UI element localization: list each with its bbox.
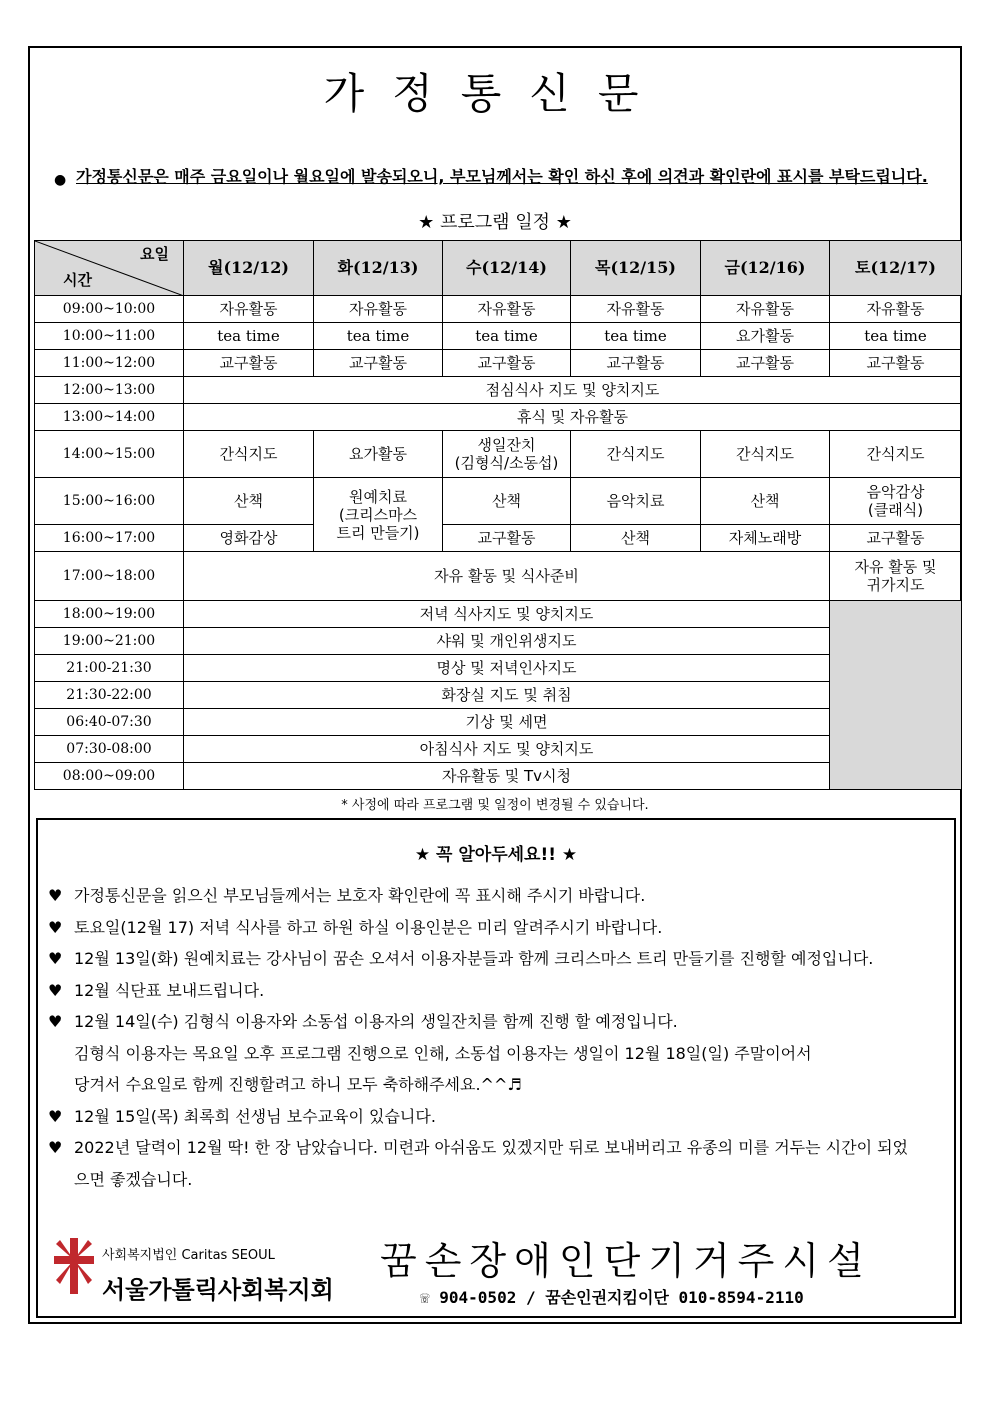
corner-cell: [35, 241, 184, 296]
list-item-continuation: [48, 1038, 918, 1070]
activity-cell: 자유활동: [701, 296, 830, 323]
span-activity-cell: 휴식 및 자유활동: [184, 404, 962, 431]
table-header-row: [35, 241, 962, 296]
heart-icon: ♥: [48, 1106, 63, 1126]
time-cell: 14:00~15:00: [35, 431, 184, 478]
heart-icon: ♥: [48, 917, 63, 937]
time-cell: 06:40-07:30: [35, 709, 184, 736]
logo-name: 서울가톨릭사회복지회: [102, 1276, 334, 1304]
time-cell: 21:30-22:00: [35, 682, 184, 709]
table-row: [35, 552, 962, 601]
activity-cell: 자유활동: [184, 296, 314, 323]
activity-cell: 간식지도: [830, 431, 962, 478]
table-row: [35, 296, 962, 323]
note-text: 2022년 달력이 12월 딱! 한 장 남았습니다. 미련과 아쉬움도 있겠지만 뒤로 보내버리고 유종의 미를 거두는 시간이 되었으면 좋겠습니다.: [74, 1138, 909, 1189]
table-row: [35, 377, 962, 404]
activity-cell: 자유활동: [443, 296, 571, 323]
list-item: [48, 1006, 918, 1038]
time-cell: 07:30-08:00: [35, 736, 184, 763]
activity-cell: 산책: [184, 478, 314, 525]
table-row: [35, 763, 962, 790]
activity-cell: 교구활동: [443, 525, 571, 552]
activity-cell: 산책: [701, 478, 830, 525]
time-cell: 09:00~10:00: [35, 296, 184, 323]
activity-cell: 교구활동: [571, 350, 701, 377]
activity-cell: tea time: [830, 323, 962, 350]
contact-info: ☏ 904-0502 / 꿈손인권지킴이단 010-8594-2110: [420, 1288, 804, 1307]
time-cell: 16:00~17:00: [35, 525, 184, 552]
activity-cell: 음악감상 (클래식): [830, 478, 962, 525]
activity-cell: 간식지도: [571, 431, 701, 478]
activity-cell: 요가활동: [314, 431, 443, 478]
activity-cell: 생일잔치 (김형식/소동섭): [443, 431, 571, 478]
day-header: 토(12/17): [830, 241, 962, 296]
list-item: [48, 943, 918, 975]
logo-subtitle: 사회복지법인 Caritas SEOUL: [102, 1248, 275, 1263]
table-row: [35, 404, 962, 431]
saturday-blank-cell: [830, 601, 962, 790]
span-activity-cell: 저녁 식사지도 및 양치지도: [184, 601, 830, 628]
table-row: [35, 323, 962, 350]
heart-icon: ♥: [48, 949, 63, 968]
table-row: [35, 709, 962, 736]
span-activity-cell: 자유활동 및 Tv시청: [184, 763, 830, 790]
caritas-logo: [52, 1234, 332, 1308]
span-activity-cell: 점심식사 지도 및 양치지도: [184, 377, 962, 404]
table-row: [35, 655, 962, 682]
notes-list: [48, 880, 918, 1195]
note-text: 토요일(12월 17) 저녁 식사를 하고 하원 하실 이용인분은 미리 알려주시기 바랍니다.: [74, 917, 663, 937]
heart-icon: ♥: [48, 1012, 63, 1031]
notice: [54, 166, 934, 188]
activity-cell: tea time: [184, 323, 314, 350]
activity-cell: 교구활동: [314, 350, 443, 377]
time-cell: 17:00~18:00: [35, 552, 184, 601]
note-continuation-text: 김형식 이용자는 목요일 오후 프로그램 진행으로 인해, 소동섭 이용자는 생일이 12월 18일(일) 주말이어서: [74, 1043, 812, 1063]
time-cell: 21:00-21:30: [35, 655, 184, 682]
activity-cell: 자체노래방: [701, 525, 830, 552]
table-row: [35, 682, 962, 709]
bullet-icon: ●: [54, 172, 67, 188]
time-cell: 19:00~21:00: [35, 628, 184, 655]
day-header: 목(12/15): [571, 241, 701, 296]
saturday-activity-cell: 자유 활동 및 귀가지도: [830, 552, 962, 601]
activity-cell: tea time: [443, 323, 571, 350]
activity-cell: tea time: [314, 323, 443, 350]
activity-cell: 요가활동: [701, 323, 830, 350]
day-header: 금(12/16): [701, 241, 830, 296]
span-activity-cell: 명상 및 저녁인사지도: [184, 655, 830, 682]
table-row: [35, 601, 962, 628]
corner-time-label: 시간: [63, 271, 92, 289]
activity-cell: tea time: [571, 323, 701, 350]
table-row: [35, 628, 962, 655]
activity-cell: 교구활동: [443, 350, 571, 377]
notice-text: 가정통신문은 매주 금요일이나 월요일에 발송되오니, 부모님께서는 확인 하신 후에 의견과 확인란에 표시를 부탁드립니다.: [76, 167, 928, 186]
time-cell: 15:00~16:00: [35, 478, 184, 525]
table-row: [35, 736, 962, 763]
activity-cell: 영화감상: [184, 525, 314, 552]
table-row: [35, 478, 962, 525]
activity-cell: 교구활동: [701, 350, 830, 377]
span-activity-cell: 샤워 및 개인위생지도: [184, 628, 830, 655]
activity-cell: 간식지도: [701, 431, 830, 478]
activity-cell: 산책: [571, 525, 701, 552]
activity-cell: 산책: [443, 478, 571, 525]
activity-cell: 교구활동: [830, 350, 962, 377]
note-continuation-text: 당겨서 수요일로 함께 진행할려고 하니 모두 축하해주세요.^^♬: [74, 1075, 522, 1094]
table-row: [35, 350, 962, 377]
time-cell: 18:00~19:00: [35, 601, 184, 628]
activity-cell: 원예치료 (크리스마스 트리 만들기): [314, 478, 443, 552]
note-text: 12월 14일(수) 김형식 이용자와 소동섭 이용자의 생일잔치를 함께 진행 할 예정입니다.: [74, 1012, 678, 1031]
span-activity-cell: 기상 및 세면: [184, 709, 830, 736]
time-cell: 11:00~12:00: [35, 350, 184, 377]
activity-cell: 교구활동: [184, 350, 314, 377]
table-row: [35, 431, 962, 478]
heart-icon: ♥: [48, 980, 63, 1000]
note-text: 12월 15일(목) 최록희 선생님 보수교육이 있습니다.: [74, 1106, 436, 1126]
list-item: [48, 1101, 918, 1133]
facility-name: 꿈손장애인단기거주시설: [380, 1239, 872, 1283]
activity-cell: 음악치료: [571, 478, 701, 525]
activity-cell: 자유활동: [830, 296, 962, 323]
table-row: [35, 525, 962, 552]
activity-cell: 자유활동: [571, 296, 701, 323]
note-text: 가정통신문을 읽으신 부모님들께서는 보호자 확인란에 꼭 표시해 주시기 바랍니다.: [74, 886, 646, 905]
time-cell: 12:00~13:00: [35, 377, 184, 404]
page-title: 가정통신문: [323, 69, 667, 118]
list-item: [48, 880, 918, 912]
activity-cell: 교구활동: [830, 525, 962, 552]
list-item: [48, 912, 918, 944]
list-item: [48, 1132, 918, 1195]
day-header: 월(12/12): [184, 241, 314, 296]
schedule-title: ★ 프로그램 일정 ★: [418, 212, 572, 233]
schedule-footnote: * 사정에 따라 프로그램 및 일정이 변경될 수 있습니다.: [341, 798, 649, 813]
activity-cell: 간식지도: [184, 431, 314, 478]
span-activity-cell: 화장실 지도 및 취침: [184, 682, 830, 709]
heart-icon: ♥: [48, 886, 63, 905]
span-activity-cell: 자유 활동 및 식사준비: [184, 552, 830, 601]
caritas-cross-icon: [52, 1236, 96, 1296]
note-text: 12월 식단표 보내드립니다.: [74, 980, 265, 1000]
list-item: [48, 975, 918, 1007]
day-header: 화(12/13): [314, 241, 443, 296]
heart-icon: ♥: [48, 1138, 63, 1157]
schedule-table: [34, 240, 962, 790]
day-header: 수(12/14): [443, 241, 571, 296]
note-text: 12월 13일(화) 원예치료는 강사님이 꿈손 오셔서 이용자분들과 함께 크리스마스 트리 만들기를 진행할 예정입니다.: [74, 949, 874, 968]
notes-title: ★ 꼭 알아두세요!! ★: [414, 845, 578, 865]
activity-cell: 자유활동: [314, 296, 443, 323]
time-cell: 10:00~11:00: [35, 323, 184, 350]
time-cell: 13:00~14:00: [35, 404, 184, 431]
time-cell: 08:00~09:00: [35, 763, 184, 790]
span-activity-cell: 아침식사 지도 및 양치지도: [184, 736, 830, 763]
corner-day-label: 요일: [140, 245, 169, 263]
list-item-continuation: [48, 1069, 918, 1101]
